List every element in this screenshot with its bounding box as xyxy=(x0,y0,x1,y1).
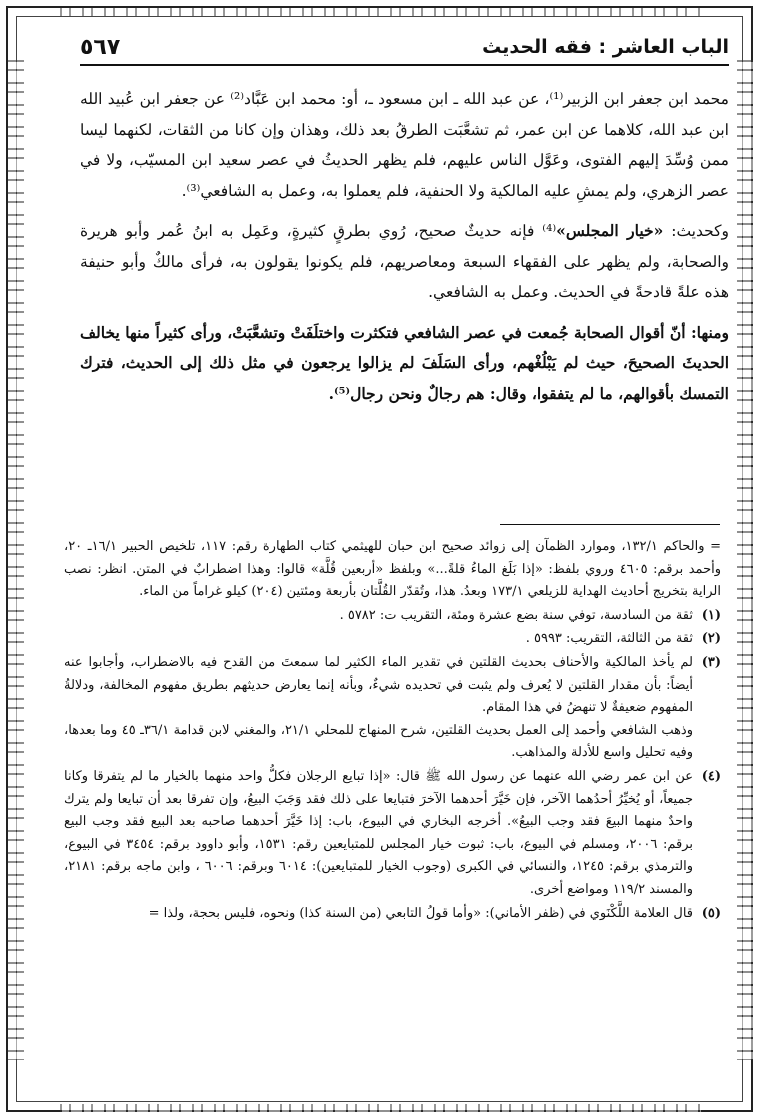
footnote-text: = والحاكم ١٣٢/١، وموارد الظمآن إلى زوائد صحيح ابن حبان للهيثمي كتاب الطهارة رقم: ١١٧، تلخيص الحبير ١٦/١ـ ٢٠، وأحمد برقم: ٤٦٠٥ وروي بلفظ: «إذا بَلَغ الماءُ قلةً...» وبلفظ «أربعين قُلَّة» قالوا: وهذا اضطرابٌ في المتن. انظر: نصب الراية بتخريج أحاديث الهداية للزيلعي ١٧٣/١ وبعدُ. هذا، وتُقدّر القُلَّتان بأربعة ومئتين (٢٠٤) كيلو غراماً من الماء. xyxy=(64,539,722,600)
paragraph-3 xyxy=(80,318,729,410)
paragraph-2-lead: وكحديث: xyxy=(663,222,729,240)
footnote-number: (٥) xyxy=(701,905,721,921)
chapter-title: الباب العاشر : فقه الحديث xyxy=(482,36,729,58)
paragraph-1: محمد ابن جعفر ابن الزبير⁽¹⁾، عن عبد الله ـ ابن مسعود ـ، أو: محمد ابن عَبَّاد⁽²⁾ عن جعفر ابن عُبيد الله ابن عبد الله، كلاهما عن ابن عمر، ثم تشعَّبَت الطرقُ بعد ذلك، وهذان وإن كانا من الثقات، لكنهما ليسا ممن وُسِّدَ إليهم الفتوى، وعَوَّل الناس عليهم، فلم يظهر الحديثُ في عصر سعيد ابن المسيّب، ولا في عصر الزهري، ولم يمشِ عليه المالكية ولا الحنفية، فلم يعملوا به، وعمل به الشافعي⁽³⁾. xyxy=(80,90,729,200)
footnote-number: (٢) xyxy=(701,631,721,647)
page-number: ٥٦٧ xyxy=(80,34,121,60)
footnotes xyxy=(64,536,721,925)
paragraph-3-body: أنّ أقوال الصحابة جُمعت في عصر الشافعي فتكثرت واختلَفَتْ وتشعَّبَتْ، ورأى كثيراً منها يخالف الحديثَ الصحيحَ، حيث لم يَبْلُغْهم، ورأى السَلَفَ لم يزالوا يرجعون في مثل ذلك إلى الحديث، فترك التمسك بأقوالهم، ما لم يتفقوا، وقال: هم رجالٌ ونحن رجال⁽⁵⁾. xyxy=(80,322,729,403)
left-ornament xyxy=(8,60,24,1060)
footnote-text: عن ابن عمر رضي الله عنهما عن رسول الله ﷺ قال: «إذا تبايع الرجلان فكلُّ واحد منهما بالخيار ما لم يتفرقا وكانا جميعاً، أو يُخيِّرُ أحدُهما الآخر، فإن خَيَّرَ أحدهما الآخرَ فتبايعا على ذلك فقد وَجَبَ البيعُ، وإن تفرقا بعد أن تبايعا ولم يترك واحدٌ منهما البيعَ فقد وجب البيعُ». أخرجه البخاري في البيوع، باب: إذا خَيَّرَ أحدهما صاحبه بعد البيع فقد وجب البيع برقم: ٢٠٠٦، ومسلم في البيوع، باب: ثبوت خيار المجلس للمتبايعين رقم: ١٥٣١، وأبو داوود برقم: ٣٤٥٤ في البيوع، والترمذي برقم: ١٢٤٥، والنسائي في الكبرى (وجوب الخيار للمتبايعين): ٦٠١٤ وبرقم: ٦٠٠٦ ، وابن ماجه برقم: ٢١٨١، والمسند ١١٩/٢ ومواضع أخرى. xyxy=(64,768,693,897)
footnote-separator xyxy=(500,524,720,525)
footnote-text: ثقة من السادسة، توفي سنة بضع عشرة ومئة، التقريب ت: ٥٧٨٢ . xyxy=(339,607,693,623)
footnote-number: (٣) xyxy=(701,654,721,670)
main-text xyxy=(80,84,729,409)
footnote-text: قال العلامة اللَّكْنَوي في (ظفر الأماني): «وأما قولُ التابعي (من السنة كذا) ونحوه، فليس بحجة، ولذا = xyxy=(148,905,693,921)
footnote-number: (١) xyxy=(701,607,721,623)
footnote-3 xyxy=(64,652,721,765)
hadith-title: «خيار المجلس» xyxy=(556,221,664,240)
running-header xyxy=(80,30,729,66)
paragraph-3-lead: ومنها: xyxy=(685,322,729,342)
bottom-ornament xyxy=(60,1104,701,1112)
footnote-continuation xyxy=(64,536,721,604)
footnote-4 xyxy=(64,766,721,902)
footnote-text: ثقة من الثالثة، التقريب: ٥٩٩٣ . xyxy=(525,631,693,647)
paragraph-2 xyxy=(80,216,729,308)
footnote-text: وذهب الشافعي وأحمد إلى العمل بحديث القلتين، شرح المنهاج للمحلي ٢١/١، والمغني لابن قدامة ٣٦/١ـ ٤٥ وما بعدها، وفيه تحليل واسع للأدلة والمذاهب. xyxy=(64,722,694,761)
footnote-2 xyxy=(64,628,721,651)
right-ornament xyxy=(737,60,753,1060)
footnote-1 xyxy=(64,605,721,628)
footnote-text: لم يأخذ المالكية والأحناف بحديث القلتين في تقدير الماء الكثير لما سمعتَ من القدح فيه بالاضطراب، وأجابوا عنه أيضاً: بأن مقدار القلتين لا يُعرف ولم يثبت في تحديده شيءٌ، وبأنه إنما يعارض حديثهم بطريق مفهوم المخالفة، ودلالةُ المفهوم ضعيفةٌ لا تنهضُ في هذا المقام. xyxy=(64,654,693,716)
footnote-5 xyxy=(64,903,721,926)
footnote-number: (٤) xyxy=(701,768,721,784)
top-ornament xyxy=(60,8,701,16)
paragraph-2-body: ⁽⁴⁾ فإنه حديثٌ صحيح، رُوي بطرقٍ كثيرةٍ، وعَمِل به ابنُ عُمر وأبو هريرة والصحابة، ولم يظهر على الفقهاء السبعة ومعاصريهم، فلم يكونوا يقولون به، فرأى مالكٌ وأبو حنيفة هذه علةً قادحةً في الحديث. وعمل به الشافعي. xyxy=(80,222,729,301)
